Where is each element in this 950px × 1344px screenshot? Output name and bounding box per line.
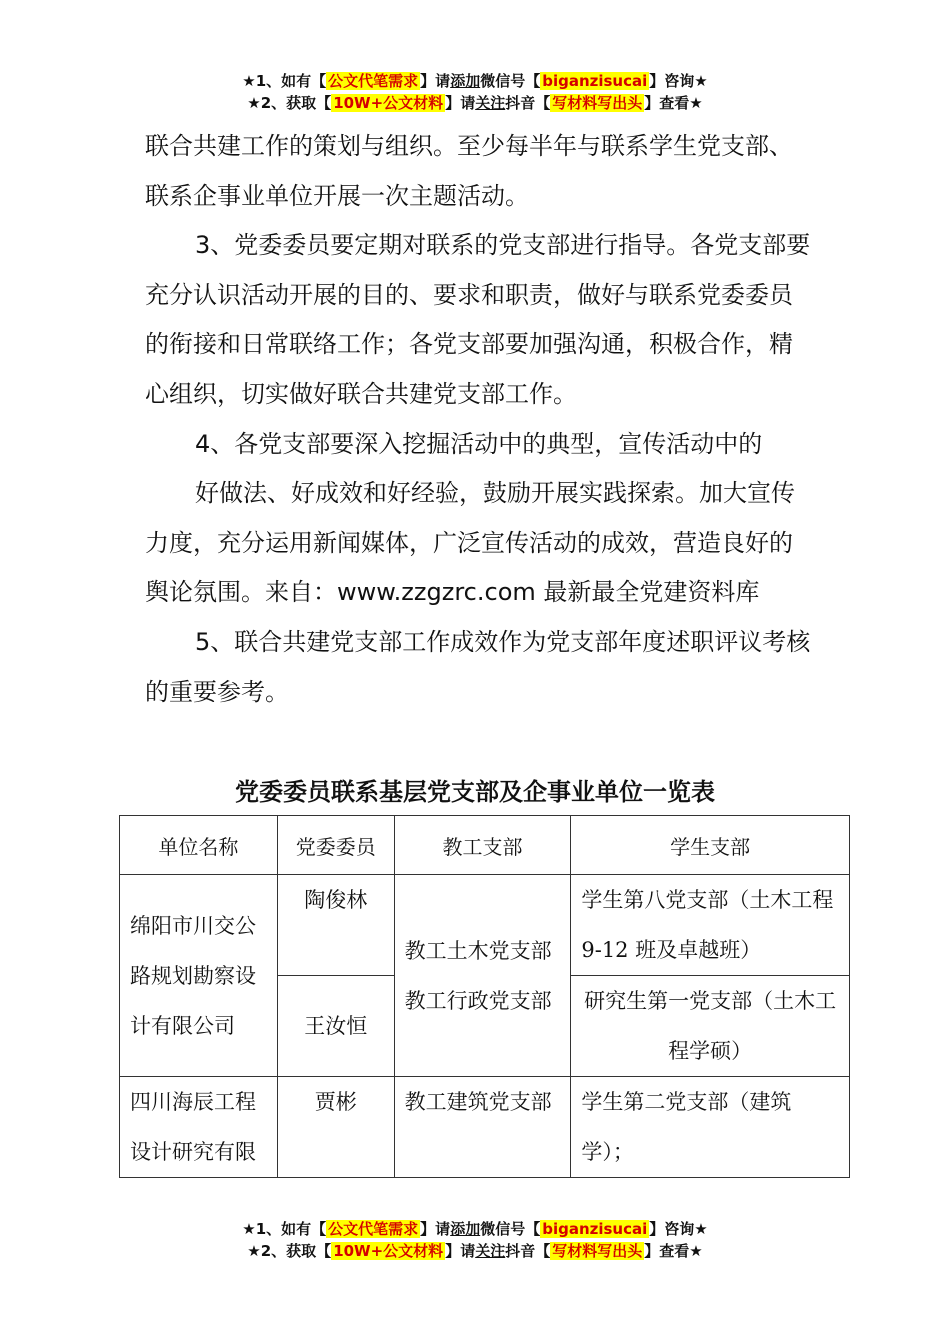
banner-highlight: 公文代笔需求 bbox=[328, 72, 419, 90]
body-content bbox=[145, 122, 813, 717]
banner-text: 微信号【 bbox=[480, 72, 541, 90]
paragraph-item-4-cont: 好做法、好成效和好经验，鼓励开展实践探索。加大宣传力度，充分运用新闻媒体，广泛宣传活动的成效，营造良好的舆论氛围。来自：www.zzgzrc.com 最新最全党建资料库 bbox=[145, 479, 795, 607]
banner-text: 】查看★ bbox=[644, 94, 703, 112]
contact-table bbox=[119, 815, 850, 1178]
banner-text: 抖音【 bbox=[505, 94, 551, 112]
paragraph-item-3: 3、党委委员要定期对联系的党支部进行指导。各党支部要充分认识活动开展的目的、要求和职责，做好与联系党委委员的衔接和日常联络工作；各党支部要加强沟通，积极合作，精心组织，切实做好联合共建党支部工作。 bbox=[145, 231, 811, 408]
banner-text: 】请 bbox=[420, 72, 451, 90]
member-name: 王汝恒 bbox=[304, 1014, 368, 1038]
paragraph-item-4: 4、各党支部要深入挖掘活动中的典型，宣传活动中的 bbox=[195, 429, 763, 458]
banner-wechat-id: biganzisucai bbox=[542, 1220, 648, 1238]
banner-text: 】咨询★ bbox=[649, 72, 708, 90]
banner-text: ★1、如有【 bbox=[242, 72, 327, 90]
banner-underline: 关注 bbox=[475, 1242, 506, 1260]
banner-underline: 关注 bbox=[475, 94, 506, 112]
header-staff-branch: 教工支部 bbox=[394, 816, 571, 875]
banner-douyin-id: 写材料写出头 bbox=[552, 1242, 643, 1260]
staff-branch-text: 教工建筑党支部 bbox=[404, 1090, 552, 1114]
banner-text: 微信号【 bbox=[480, 1220, 541, 1238]
banner-underline: 添加 bbox=[450, 72, 481, 90]
banner-text: 】请 bbox=[420, 1220, 451, 1238]
banner-line-2 bbox=[0, 1240, 950, 1262]
member-name: 陶俊林 bbox=[304, 888, 368, 912]
table-title: 党委委员联系基层党支部及企事业单位一览表 bbox=[235, 778, 715, 806]
table-row bbox=[120, 875, 850, 976]
banner-text: 】请 bbox=[445, 94, 476, 112]
student-branch-cell bbox=[571, 976, 850, 1077]
banner-wechat-id: biganzisucai bbox=[542, 72, 648, 90]
banner-text: 】咨询★ bbox=[649, 1220, 708, 1238]
header-unit: 单位名称 bbox=[120, 816, 278, 875]
banner-underline: 添加 bbox=[450, 1220, 481, 1238]
member-name: 贾彬 bbox=[314, 1090, 357, 1114]
member-cell bbox=[277, 875, 394, 976]
table-header-row bbox=[120, 816, 850, 875]
banner-line-1 bbox=[0, 1218, 950, 1240]
staff-branch-cell bbox=[394, 875, 571, 1077]
header-member: 党委委员 bbox=[277, 816, 394, 875]
student-branch-text: 研究生第一党支部（土木工程学硕） bbox=[584, 989, 837, 1063]
banner-highlight: 10W+公文材料 bbox=[333, 94, 444, 112]
staff-branch-text: 教工土木党支部教工行政党支部 bbox=[404, 938, 552, 1013]
banner-text: ★1、如有【 bbox=[242, 1220, 327, 1238]
student-branch-cell bbox=[571, 875, 850, 976]
top-banner bbox=[0, 70, 950, 114]
table-row bbox=[120, 1077, 850, 1178]
paragraph-item-5: 5、联合共建党支部工作成效作为党支部年度述职评议考核的重要参考。 bbox=[145, 627, 811, 706]
banner-highlight: 公文代笔需求 bbox=[328, 1220, 419, 1238]
unit-cell bbox=[120, 1077, 278, 1178]
banner-text: 】查看★ bbox=[644, 1242, 703, 1260]
banner-highlight: 10W+公文材料 bbox=[333, 1242, 444, 1260]
member-cell bbox=[277, 976, 394, 1077]
banner-line-2 bbox=[0, 92, 950, 114]
banner-line-1 bbox=[0, 70, 950, 92]
unit-name: 绵阳市川交公路规划勘察设计有限公司 bbox=[130, 913, 256, 1038]
banner-douyin-id: 写材料写出头 bbox=[552, 94, 643, 112]
unit-cell bbox=[120, 875, 278, 1077]
bottom-banner bbox=[0, 1218, 950, 1262]
banner-text: 】请 bbox=[445, 1242, 476, 1260]
student-branch-cell bbox=[571, 1077, 850, 1178]
unit-name: 四川海辰工程设计研究有限 bbox=[130, 1090, 256, 1164]
student-branch-text: 学生第八党支部（土木工程 9-12 班及卓越班） bbox=[581, 888, 834, 962]
banner-text: ★2、获取【 bbox=[247, 1242, 332, 1260]
staff-branch-cell bbox=[394, 1077, 571, 1178]
banner-text: ★2、获取【 bbox=[247, 94, 332, 112]
student-branch-text: 学生第二党支部（建筑学）； bbox=[581, 1090, 792, 1164]
paragraph-1: 联合共建工作的策划与组织。至少每半年与联系学生党支部、联系企事业单位开展一次主题活动。 bbox=[145, 132, 793, 210]
header-student-branch: 学生支部 bbox=[571, 816, 850, 875]
banner-text: 抖音【 bbox=[505, 1242, 551, 1260]
member-cell bbox=[277, 1077, 394, 1178]
